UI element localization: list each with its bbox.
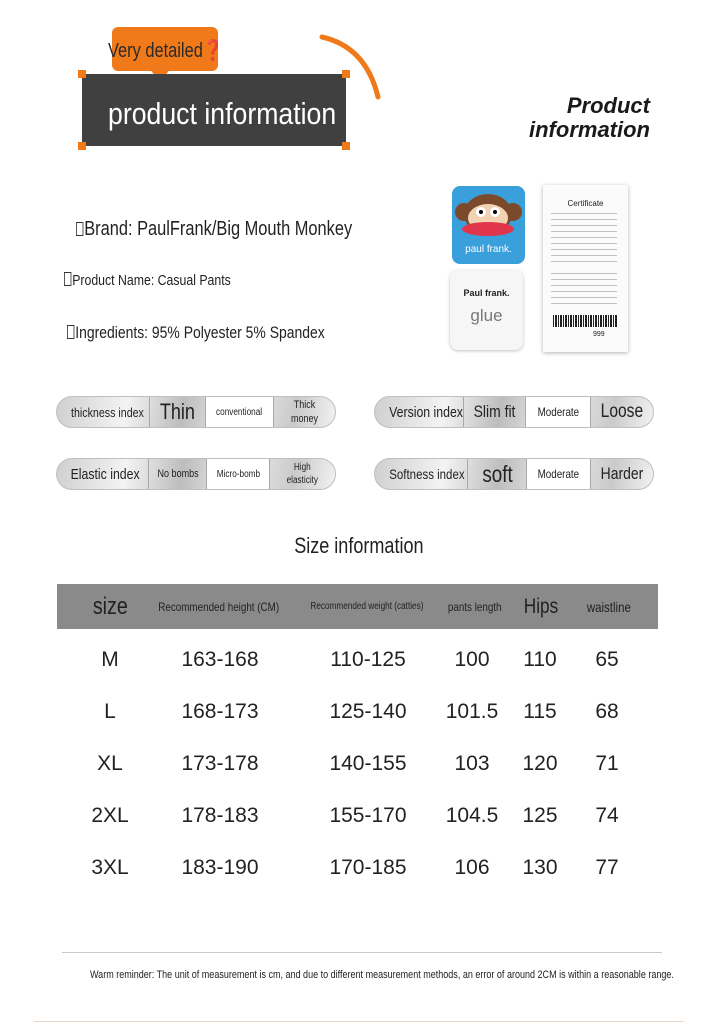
thickness-index-pill — [56, 396, 336, 428]
table-cell: 178-183 — [181, 804, 259, 827]
table-cell: 104.5 — [445, 804, 499, 827]
option-micro-bomb: Micro-bomb — [206, 459, 270, 489]
option-no-bombs: No bombs — [148, 459, 206, 489]
table-cell: 125-140 — [329, 700, 407, 723]
decorative-arc — [300, 25, 390, 105]
table-cell: 71 — [595, 752, 619, 775]
table-cell: 2XL — [91, 804, 129, 827]
softness-index-label: Softness index — [389, 466, 465, 482]
option-thick-money: Thick money — [273, 397, 335, 427]
option-moderate: Moderate — [525, 397, 589, 427]
product-name-line: Product Name: Casual Pants — [64, 272, 231, 289]
option-harder: Harder — [590, 459, 653, 489]
table-cell: 170-185 — [329, 856, 407, 879]
option-slim-fit: Slim fit — [463, 397, 525, 427]
brand-hangtag — [452, 186, 525, 264]
table-cell: 3XL — [91, 856, 129, 879]
corner-handle — [78, 142, 86, 150]
version-index-pill — [374, 396, 654, 428]
header-hips: Hips — [523, 594, 559, 618]
header-weight: Recommended weight (catties) — [310, 601, 424, 612]
table-cell: 110-125 — [330, 648, 406, 671]
elastic-index-label: Elastic index — [70, 465, 140, 483]
softness-index-pill — [374, 458, 654, 490]
version-index-label: Version index — [389, 403, 463, 421]
option-moderate: Moderate — [526, 459, 589, 489]
divider — [62, 952, 662, 953]
table-cell: 103 — [454, 752, 490, 775]
header-size: size — [92, 592, 128, 620]
table-cell: 173-178 — [181, 752, 259, 775]
table-cell: 110 — [523, 648, 557, 671]
barcode-icon — [553, 315, 617, 327]
table-cell: 106 — [454, 856, 490, 879]
certificate-text-block — [551, 213, 617, 265]
banner-title: product information — [108, 96, 337, 131]
bullet-icon — [64, 272, 71, 286]
table-cell: 125 — [522, 804, 558, 827]
header-waistline: waistline — [586, 598, 632, 615]
table-cell: 183-190 — [181, 856, 259, 879]
table-cell: 65 — [595, 648, 619, 671]
option-soft: soft — [467, 459, 526, 489]
table-cell: 77 — [595, 856, 619, 879]
brand-card-text: paul frank. — [465, 244, 512, 255]
brand-line: Brand: PaulFrank/Big Mouth Monkey — [76, 218, 352, 241]
table-cell: 115 — [523, 700, 557, 723]
thickness-index-label: thickness index — [71, 404, 144, 420]
table-cell: 140-155 — [329, 752, 407, 775]
option-loose: Loose — [590, 397, 653, 427]
table-cell: 101.5 — [445, 700, 499, 723]
certificate-tag: Certificate 999 — [543, 185, 628, 352]
header-height: Recommended height (CM) — [158, 599, 280, 614]
certificate-text-block — [551, 273, 617, 307]
section-title: Product information — [529, 93, 650, 142]
size-table-title: Size information — [293, 533, 424, 558]
ingredients-line: Ingredients: 95% Polyester 5% Spandex — [67, 323, 325, 343]
glue-hangtag: Paul frank. glue — [450, 270, 523, 350]
option-high-elasticity: High elasticity — [269, 459, 335, 489]
table-cell: 120 — [522, 752, 558, 775]
warm-reminder: Warm reminder: The unit of measurement is cm, and due to different measurement methods, an error of around 2CM is within a reasonable range. — [90, 969, 674, 981]
corner-handle — [342, 142, 350, 150]
table-cell: 100 — [454, 648, 490, 671]
option-thin: Thin — [149, 397, 205, 427]
detail-tag-text: Very detailed❓ — [108, 40, 224, 62]
table-cell: 68 — [595, 700, 619, 723]
header-pants-length: pants length — [448, 599, 502, 614]
table-cell: 155-170 — [329, 804, 407, 827]
table-cell: L — [104, 700, 116, 723]
bullet-icon — [76, 222, 83, 236]
corner-handle — [78, 70, 86, 78]
bullet-icon — [67, 325, 74, 339]
option-conventional: conventional — [205, 397, 273, 427]
table-cell: M — [101, 648, 119, 671]
table-cell: XL — [97, 752, 123, 775]
divider — [34, 1021, 684, 1022]
elastic-index-pill — [56, 458, 336, 490]
table-cell: 130 — [522, 856, 558, 879]
table-cell: 163-168 — [181, 648, 259, 671]
table-cell: 74 — [595, 804, 619, 827]
table-cell: 168-173 — [181, 700, 259, 723]
